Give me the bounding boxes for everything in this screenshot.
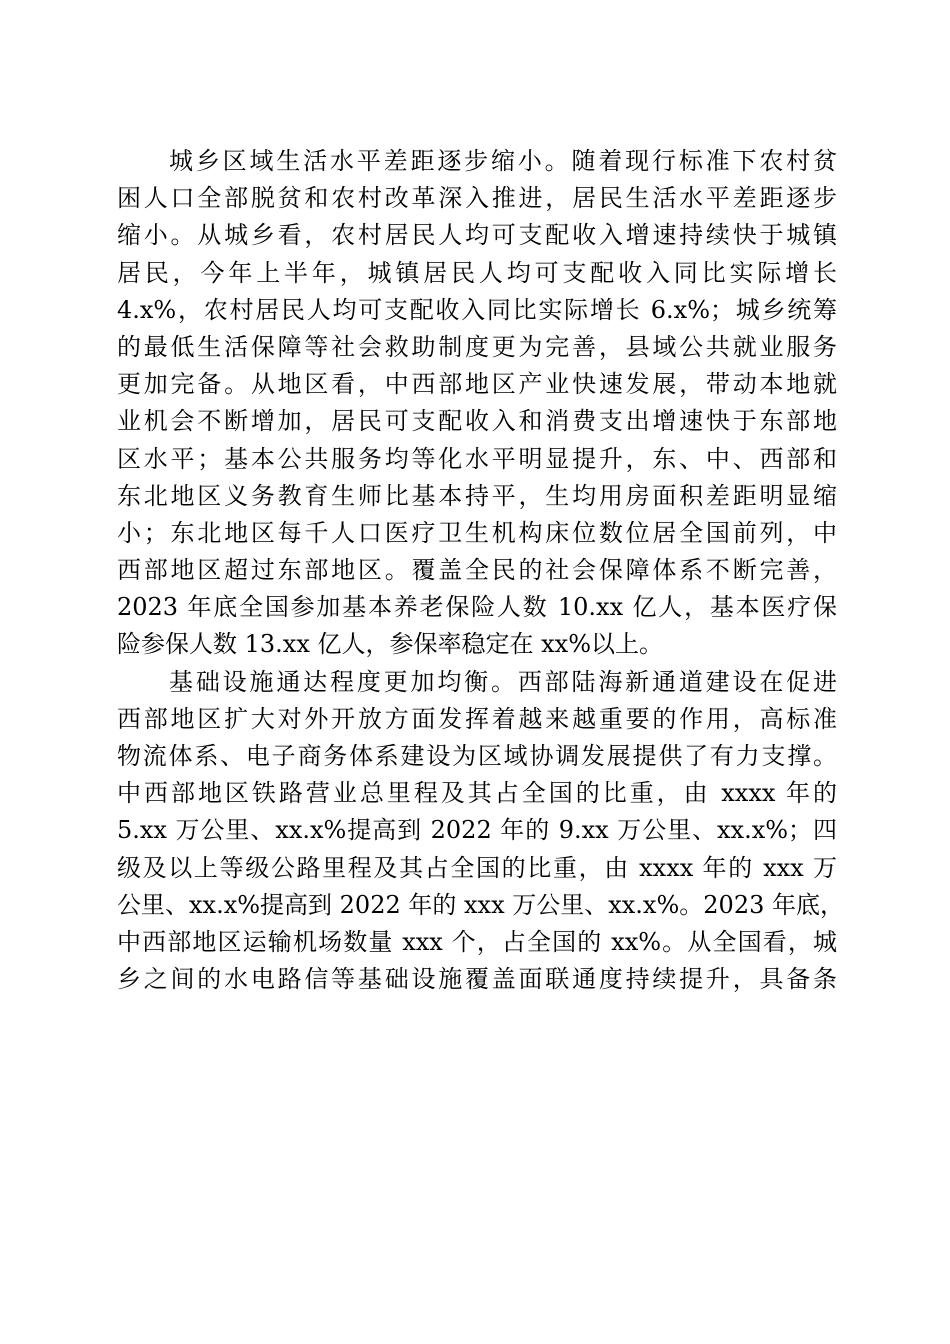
paragraph-line: 东北地区义务教育生师比基本持平，生均用房面积差距明显缩: [117, 481, 837, 510]
paragraph-line: 2023 年底全国参加基本养老保险人数 10.xx 亿人，基本医疗保: [117, 593, 837, 622]
paragraph-line: 公里、xx.x%提高到 2022 年的 xxx 万公里、xx.x%。2023 年底，: [117, 890, 844, 919]
paragraph-line: 更加完备。从地区看，中西部地区产业快速发展，带动本地就: [117, 370, 837, 399]
document-body: [117, 143, 844, 998]
paragraph-line: 缩小。从城乡看，农村居民人均可支配收入增速持续快于城镇: [117, 221, 837, 250]
paragraph-line: 中西部地区运输机场数量 xxx 个，占全国的 xx%。从全国看，城: [117, 927, 837, 956]
paragraph-line: 基础设施通达程度更加均衡。西部陆海新通道建设在促进: [169, 667, 837, 696]
paragraph-infrastructure: [117, 664, 844, 999]
paragraph-line: 困人口全部脱贫和农村改革深入推进，居民生活水平差距逐步: [117, 184, 837, 213]
paragraph-line: 小；东北地区每千人口医疗卫生机构床位数位居全国前列，中: [117, 518, 837, 547]
paragraph-line: 城乡区域生活水平差距逐步缩小。随着现行标准下农村贫: [169, 147, 837, 175]
paragraph-line: 居民，今年上半年，城镇居民人均可支配收入同比实际增长: [117, 258, 837, 287]
paragraph-line: 险参保人数 13.xx 亿人，参保率稳定在 xx%以上。: [117, 630, 663, 659]
paragraph-line: 4.x%，农村居民人均可支配收入同比实际增长 6.x%；城乡统筹: [117, 295, 837, 324]
paragraph-line: 的最低生活保障等社会救助制度更为完善，县域公共就业服务: [117, 332, 837, 361]
paragraph-line: 物流体系、电子商务体系建设为区域协调发展提供了有力支撑。: [117, 742, 837, 770]
paragraph-line: 区水平；基本公共服务均等化水平明显提升，东、中、西部和: [117, 444, 837, 473]
paragraph-line: 西部地区扩大对外开放方面发挥着越来越重要的作用，高标准: [117, 704, 837, 733]
paragraph-line: 中西部地区铁路营业总里程及其占全国的比重，由 xxxx 年的: [117, 779, 837, 808]
paragraph-line: 业机会不断增加，居民可支配收入和消费支出增速快于东部地: [117, 407, 837, 436]
paragraph-urban-rural-gap: [117, 143, 837, 664]
paragraph-line: 乡之间的水电路信等基础设施覆盖面联通度持续提升，具备条: [117, 965, 837, 994]
paragraph-line: 西部地区超过东部地区。覆盖全民的社会保障体系不断完善，: [117, 556, 837, 585]
paragraph-line: 5.xx 万公里、xx.x%提高到 2022 年的 9.xx 万公里、xx.x%；四: [117, 816, 837, 845]
paragraph-line: 级及以上等级公路里程及其占全国的比重，由 xxxx 年的 xxx 万: [117, 853, 837, 882]
